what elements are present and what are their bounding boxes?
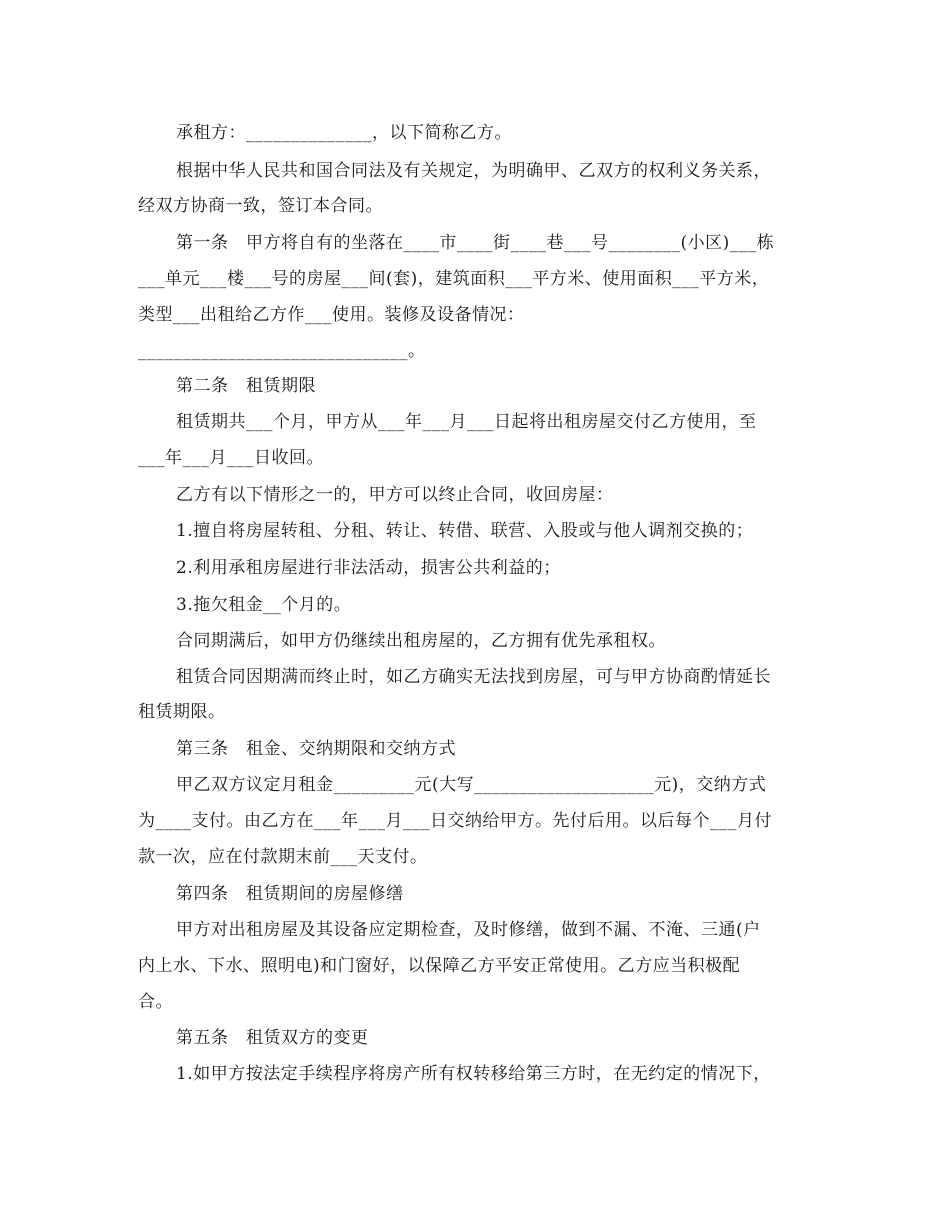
- text-line-article4-2: 内上水、下水、照明电)和门窗好，以保障乙方平安正常使用。乙方应当积极配: [138, 956, 741, 976]
- text-line-priority: 合同期满后，如甲方仍继续出租房屋的，乙方拥有优先承租权。: [176, 631, 666, 651]
- text-line-extension-1: 租赁合同因期满而终止时，如乙方确实无法找到房屋，可与甲方协商酌情延长: [176, 667, 771, 687]
- list-item-2: 2.利用承租房屋进行非法活动，损害公共利益的；: [176, 558, 561, 578]
- text-line-article1-4: ______________________________。: [138, 341, 426, 361]
- text-line-extension-2: 租赁期限。: [138, 702, 226, 722]
- heading-article-5: 第五条 租赁双方的变更: [176, 1028, 369, 1048]
- text-line-lessee: 承租方：______________，以下简称乙方。: [176, 123, 512, 143]
- text-line-article4-3: 合。: [138, 992, 173, 1012]
- text-line-article3-3: 款一次，应在付款期末前___天支付。: [138, 847, 428, 867]
- text-line-article1-1: 第一条 甲方将自有的坐落在____市____街____巷___号________(小区)___栋: [176, 233, 775, 253]
- text-line-article5-1: 1.如甲方按法定手续程序将房产所有权转移给第三方时，在无约定的情况下，: [176, 1064, 771, 1084]
- heading-article-3: 第三条 租金、交纳期限和交纳方式: [176, 739, 456, 759]
- text-line-article4-1: 甲方对出租房屋及其设备应定期检查，及时修缮，做到不漏、不淹、三通(户: [176, 920, 761, 940]
- list-item-3: 3.拖欠租金__个月的。: [176, 595, 352, 615]
- text-line-article2-2: ___年___月___日收回。: [138, 448, 324, 468]
- text-line-termination: 乙方有以下情形之一的，甲方可以终止合同，收回房屋：: [176, 485, 614, 505]
- heading-article-4: 第四条 租赁期间的房屋修缮: [176, 884, 404, 904]
- text-line-preamble-1: 根据中华人民共和国合同法及有关规定，为明确甲、乙双方的权利义务关系，: [176, 161, 771, 181]
- text-line-preamble-2: 经双方协商一致，签订本合同。: [138, 196, 383, 216]
- text-line-article1-2: ___单元___楼___号的房屋___间(套)，建筑面积___平方米、使用面积___平方米，: [138, 269, 770, 289]
- text-line-article1-3: 类型___出租给乙方作___使用。装修及设备情况：: [138, 305, 525, 325]
- text-line-article3-1: 甲乙双方议定月租金_________元(大写____________________元)，交纳方式: [176, 775, 767, 795]
- text-line-article2-1: 租赁期共___个月，甲方从___年___月___日起将出租房屋交付乙方使用，至: [176, 412, 757, 432]
- list-item-1: 1.擅自将房屋转租、分租、转让、转借、联营、入股或与他人调剂交换的；: [176, 521, 754, 541]
- text-line-article3-2: 为____支付。由乙方在___年___月___日交纳给甲方。先付后用。以后每个___月付: [138, 811, 772, 831]
- heading-article-2: 第二条 租赁期限: [176, 376, 316, 396]
